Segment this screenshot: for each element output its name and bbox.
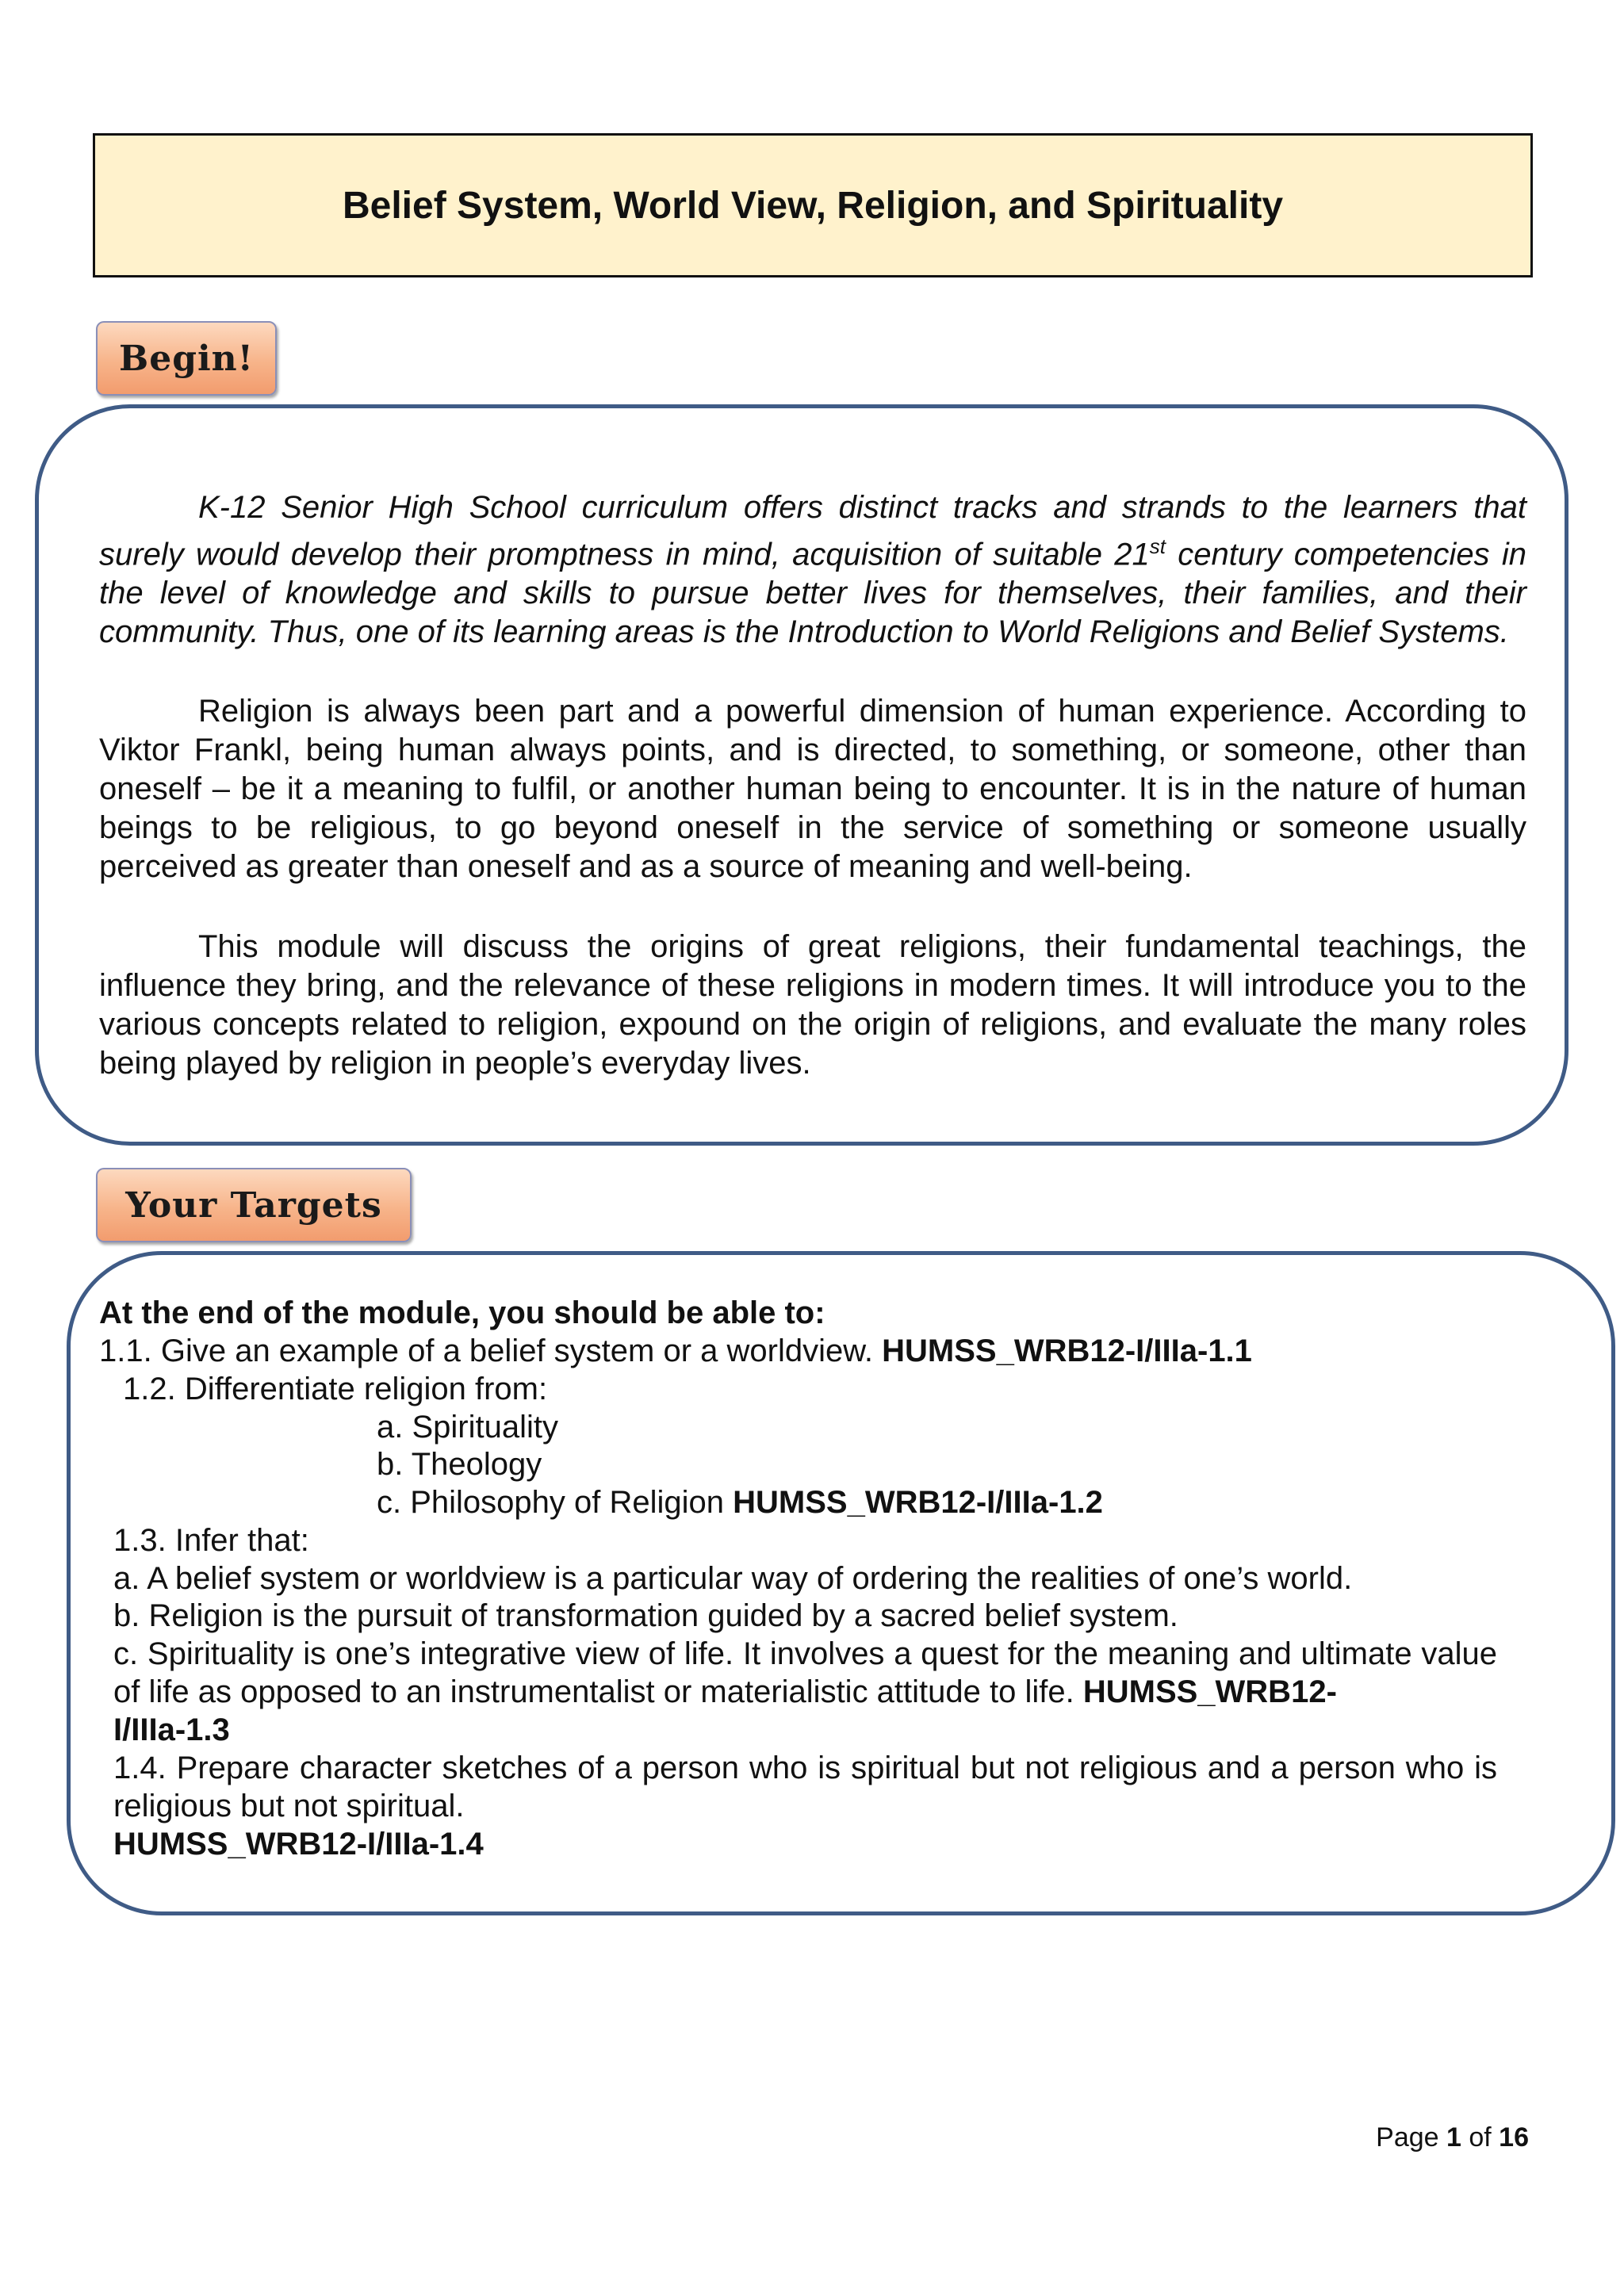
target-1-4: 1.4. Prepare character sketches of a person who is spiritual but not religious and a person who is religious but not spiritual. bbox=[113, 1751, 1497, 1823]
page-of-label: of bbox=[1461, 2122, 1500, 2152]
target-1-3-b: b. Religion is the pursuit of transformation guided by a sacred belief system. bbox=[113, 1598, 1178, 1633]
target-1-1-code: HUMSS_WRB12-I/IIIa-1.1 bbox=[882, 1334, 1252, 1368]
target-1-3-code-a: HUMSS_WRB12- bbox=[1082, 1674, 1337, 1709]
targets-tag: Your Targets bbox=[96, 1168, 412, 1242]
religion-paragraph: Religion is always been part and a powerful dimension of human experience. According to Viktor Frankl, being human always points, and is directed, to something, or someone, other than oneself – be it a meaning to fulfil, or another human being to encounter. It is in the nature of human beings to be religious, to go beyond oneself in the service of something or someone usually perceived as greater than oneself and as a source of meaning and well-being. bbox=[99, 694, 1526, 884]
target-1-3-c bbox=[113, 1635, 1497, 1749]
target-1-2-a: a. Spirituality bbox=[377, 1410, 558, 1445]
target-1-2: 1.2. Differentiate religion from: bbox=[123, 1372, 548, 1406]
intro-text-1: K-12 Senior High School curriculum offers distinct tracks and strands to the learners that surely would develop their promptness in mind, acquisition of suitable 21 bbox=[99, 490, 1526, 572]
module-paragraph: This module will discuss the origins of great religions, their fundamental teachings, the influence they bring, and the relevance of these religions in modern times. It will introduce you to the various concepts related to religion, expound on the origin of religions, and evaluate the many roles being played by religion in people’s everyday lives. bbox=[99, 929, 1526, 1081]
page-label: Page bbox=[1376, 2122, 1446, 2152]
target-1-1 bbox=[99, 1332, 1252, 1370]
intro-text-2: century competencies in the level of knowledge and skills to pursue better lives for themselves, their families, and their community. Thus, one of its learning areas is the Introduction to World Religions and Belief Systems. bbox=[99, 537, 1526, 650]
targets-intro: At the end of the module, you should be able to: bbox=[99, 1295, 825, 1330]
target-1-2-b: b. Theology bbox=[377, 1447, 542, 1482]
target-1-2-c-text: c. Philosophy of Religion bbox=[377, 1485, 733, 1520]
intro-superscript: st bbox=[1149, 534, 1166, 558]
target-1-3: 1.3. Infer that: bbox=[113, 1523, 309, 1558]
title-box bbox=[93, 133, 1533, 277]
target-1-2-c bbox=[377, 1483, 1103, 1521]
target-1-3-c-text: c. Spirituality is one’s integrative view of life. It involves a quest for the meaning and ultimate value of life as opposed to an instrumentalist or materialistic attitude to life. bbox=[113, 1636, 1497, 1709]
target-1-1-text: 1.1. Give an example of a belief system or a worldview. bbox=[99, 1334, 883, 1368]
target-1-3-code-b: I/IIIa-1.3 bbox=[113, 1712, 230, 1747]
page-title: Belief System, World View, Religion, and Spirituality bbox=[342, 184, 1284, 227]
target-1-4-code: HUMSS_WRB12-I/IIIa-1.4 bbox=[113, 1827, 484, 1862]
page-number bbox=[1376, 2122, 1529, 2153]
page-current: 1 bbox=[1446, 2122, 1461, 2152]
target-1-3-a: a. A belief system or worldview is a particular way of ordering the realities of one’s world. bbox=[113, 1561, 1353, 1596]
page-total: 16 bbox=[1499, 2122, 1529, 2152]
intro-paragraph bbox=[99, 488, 1526, 652]
target-1-2-code: HUMSS_WRB12-I/IIIa-1.2 bbox=[733, 1485, 1103, 1520]
begin-tag: Begin! bbox=[96, 321, 277, 396]
